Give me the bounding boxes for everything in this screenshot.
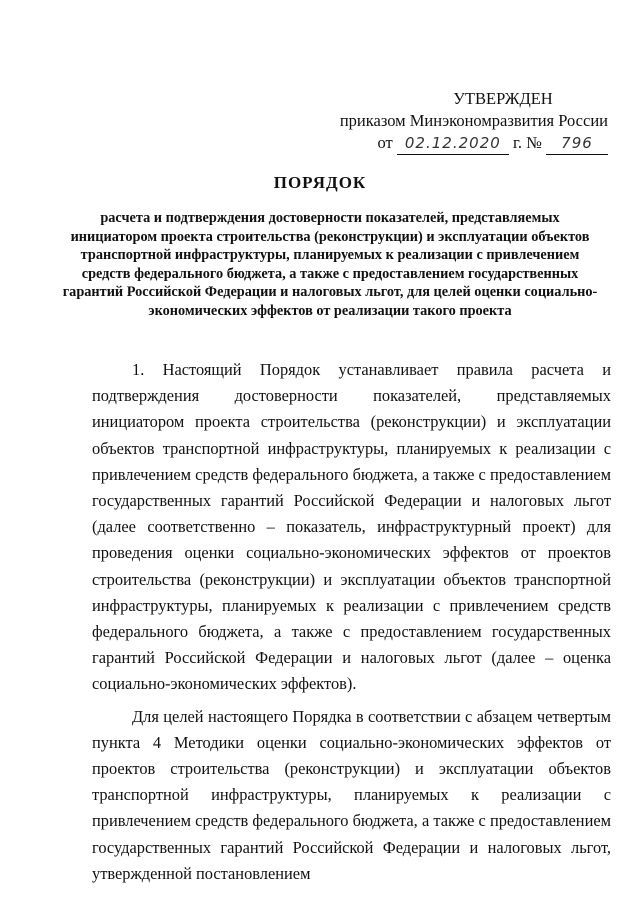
approval-date-number	[338, 132, 608, 155]
document-title: ПОРЯДОК	[273, 173, 367, 192]
document-body	[92, 357, 611, 887]
date-prefix: от	[377, 133, 393, 152]
document-subtitle: расчета и подтверждения достоверности показателей, представляемых инициатором проекта строительства (реконструкции) и эксплуатации объектов транспортной инфраструктуры, планируемых к реализации с привлечением средств федерального бюджета, а также с предоставлением государственных гарантий Российской Федерации и налоговых льгот, для целей оценки социально-экономических эффектов от реализации такого проекта	[62, 210, 598, 319]
paragraph-2: Для целей настоящего Порядка в соответствии с абзацем четвертым пункта 4 Методики оценки социально-экономических эффектов от проектов строительства (реконструкции) и эксплуатации объектов транспортной инфраструктуры, планируемых к реализации с привлечением средств федерального бюджета, а также с предоставлением государственных гарантий Российской Федерации и налоговых льгот, утвержденной постановлением	[92, 706, 611, 883]
approval-stamp: УТВЕРЖДЕН	[453, 89, 553, 108]
paragraph-1: 1. Настоящий Порядок устанавливает правила расчета и подтверждения достоверности показателей, представляемых инициатором проекта строительства (реконструкции) и эксплуатации объектов транспортной инфраструктуры, планируемых к реализации с привлечением средств федерального бюджета, а также с предоставлением государственных гарантий Российской Федерации и налоговых льгот (далее соответственно – показатель, инфраструктурный проект) для проведения оценки социально-экономических эффектов от проектов строительства (реконструкции) и эксплуатации объектов транспортной инфраструктуры, планируемых к реализации с привлечением средств федерального бюджета, а также с предоставлением государственных гарантий Российской Федерации и налоговых льгот (далее – оценка социально-экономических эффектов).	[92, 360, 611, 694]
handwritten-number: 796	[546, 132, 608, 155]
number-prefix: г. №	[512, 133, 542, 152]
approval-block	[338, 88, 608, 155]
approval-order-line: приказом Минэкономразвития России	[339, 111, 608, 130]
handwritten-date: 02.12.2020	[397, 132, 509, 155]
